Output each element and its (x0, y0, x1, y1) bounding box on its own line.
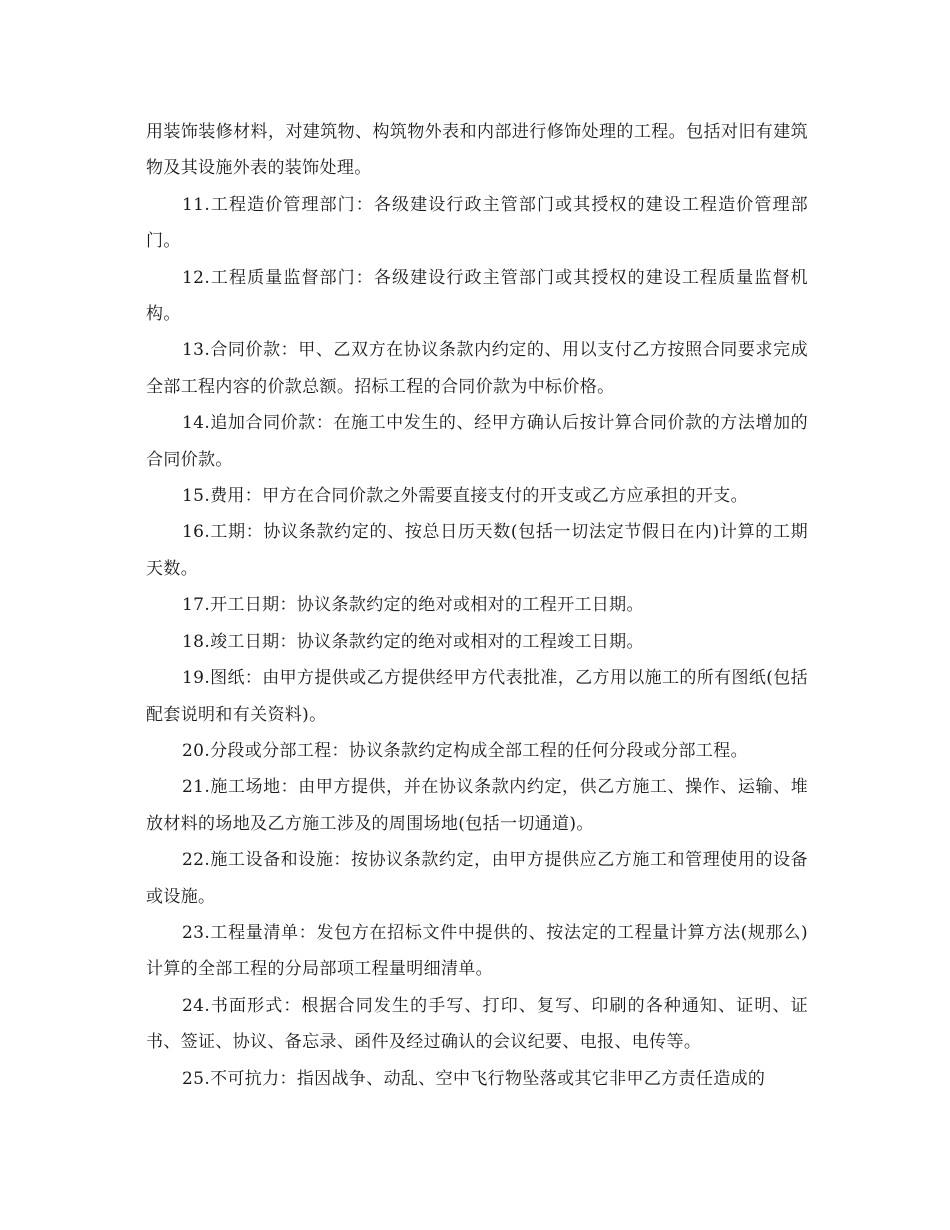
paragraph-intro: 用装饰装修材料，对建筑物、构筑物外表和内部进行修饰处理的工程。包括对旧有建筑物及其设施外表的装饰处理。 (146, 122, 808, 179)
paragraph-item-23: 23.工程量清单：发包方在招标文件中提供的、按法定的工程量计算方法(规那么)计算的全部工程的分局部项工程量明细清单。 (146, 922, 808, 980)
paragraph-item-18: 18.竣工日期：协议条款约定的绝对或相对的工程竣工日期。 (182, 631, 644, 652)
paragraph-item-16: 16.工期：协议条款约定的、按总日历天数(包括一切法定节假日在内)计算的工期天数。 (146, 522, 808, 579)
paragraph-item-20: 20.分段或分部工程：协议条款约定构成全部工程的任何分段或分部工程。 (182, 740, 748, 761)
paragraph-item-22: 22.施工设备和设施：按协议条款约定，由甲方提供应乙方施工和管理使用的设备或设施。 (146, 850, 808, 907)
paragraph-item-19: 19.图纸：由甲方提供或乙方提供经甲方代表批准，乙方用以施工的所有图纸(包括配套说明和有关资料)。 (146, 668, 808, 725)
paragraph-item-11: 11.工程造价管理部门：各级建设行政主管部门或其授权的建设工程造价管理部门。 (146, 194, 808, 252)
document-body (146, 114, 808, 1097)
paragraph-item-24: 24.书面形式：根据合同发生的手写、打印、复写、印刷的各种通知、证明、证书、签证、协议、备忘录、函件及经过确认的会议纪要、电报、电传等。 (146, 995, 808, 1053)
paragraph-item-12: 12.工程质量监督部门：各级建设行政主管部门或其授权的建设工程质量监督机构。 (146, 267, 808, 325)
paragraph-item-13: 13.合同价款：甲、乙双方在协议条款内约定的、用以支付乙方按照合同要求完成全部工程内容的价款总额。招标工程的合同价款为中标价格。 (146, 340, 808, 397)
paragraph-item-15: 15.费用：甲方在合同价款之外需要直接支付的开支或乙方应承担的开支。 (182, 486, 748, 507)
paragraph-item-17: 17.开工日期：协议条款约定的绝对或相对的工程开工日期。 (182, 595, 644, 616)
paragraph-item-14: 14.追加合同价款：在施工中发生的、经甲方确认后按计算合同价款的方法增加的合同价款。 (146, 413, 808, 470)
paragraph-item-25: 25.不可抗力：指因战争、动乱、空中飞行物坠落或其它非甲乙方责任造成的 (182, 1068, 766, 1089)
paragraph-item-21: 21.施工场地：由甲方提供，并在协议条款内约定，供乙方施工、操作、运输、堆放材料的场地及乙方施工涉及的周围场地(包括一切通道)。 (146, 777, 808, 834)
